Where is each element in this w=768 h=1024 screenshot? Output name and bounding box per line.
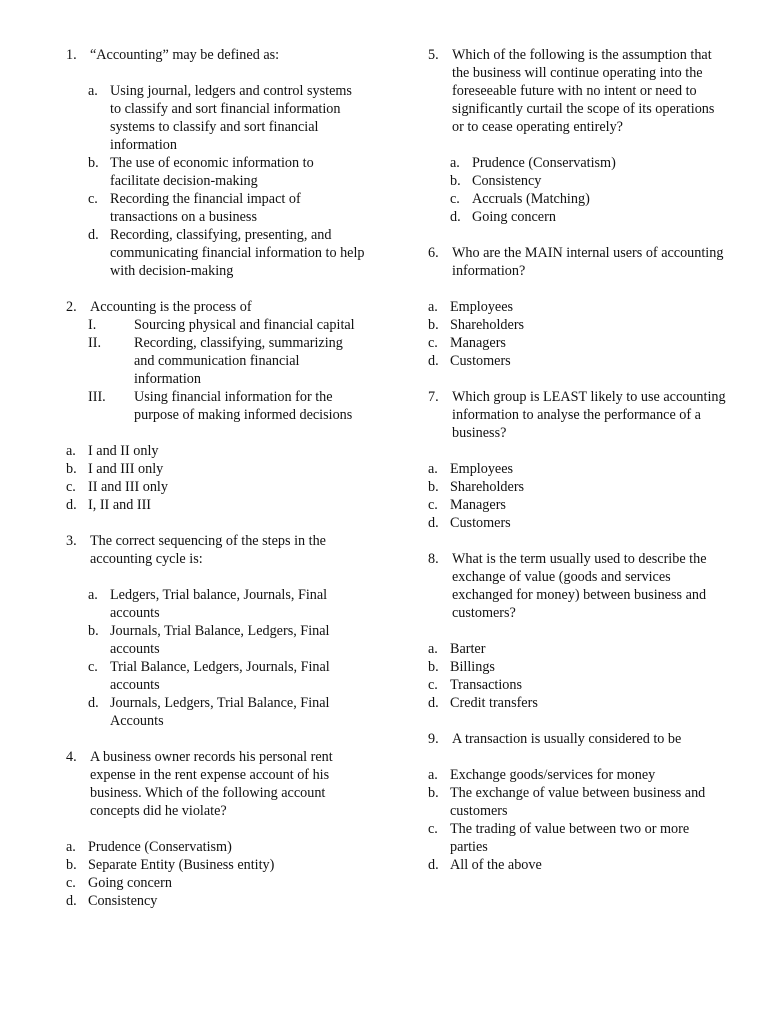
question-7	[428, 388, 728, 442]
option-letter: a.	[66, 443, 76, 459]
option-letter: d.	[428, 695, 439, 711]
option-d[interactable]	[66, 496, 366, 514]
option-letter: b.	[428, 317, 439, 333]
question-number: 2.	[66, 299, 77, 315]
option-c[interactable]	[66, 874, 366, 892]
option-a[interactable]	[66, 838, 366, 856]
option-text: Going concern	[88, 875, 172, 891]
question-number: 6.	[428, 245, 439, 261]
option-text: Consistency	[88, 893, 158, 909]
option-letter: c.	[428, 677, 438, 693]
option-c[interactable]	[88, 658, 366, 694]
option-letter: d.	[450, 209, 461, 225]
question-3-options	[66, 586, 366, 730]
question-6-options	[428, 298, 728, 370]
option-text: Trial Balance, Ledgers, Journals, Final accounts	[110, 659, 330, 693]
option-d[interactable]	[88, 226, 366, 280]
option-b[interactable]	[428, 658, 728, 676]
option-b[interactable]	[428, 478, 728, 496]
option-letter: a.	[450, 155, 460, 171]
statement-i	[66, 316, 366, 334]
option-d[interactable]	[428, 694, 728, 712]
question-number: 3.	[66, 533, 77, 549]
option-d[interactable]	[428, 856, 728, 874]
option-c[interactable]	[428, 676, 728, 694]
question-number: 4.	[66, 749, 77, 765]
option-b[interactable]	[428, 784, 728, 820]
option-a[interactable]	[450, 154, 728, 172]
left-column	[66, 46, 366, 910]
option-letter: a.	[428, 299, 438, 315]
option-text: Managers	[450, 497, 506, 513]
option-c[interactable]	[66, 478, 366, 496]
statement-text: Sourcing physical and financial capital	[134, 317, 355, 333]
question-1	[66, 46, 366, 64]
statement-ii	[66, 334, 366, 388]
option-letter: b.	[428, 785, 439, 801]
question-4-options	[66, 838, 366, 910]
option-letter: c.	[88, 659, 98, 675]
option-a[interactable]	[428, 460, 728, 478]
option-text: Employees	[450, 461, 514, 477]
option-text: Billings	[450, 659, 495, 675]
option-a[interactable]	[88, 586, 366, 622]
option-letter: c.	[66, 875, 76, 891]
option-letter: b.	[428, 479, 439, 495]
option-text: Exchange goods/services for money	[450, 767, 656, 783]
option-text: Barter	[450, 641, 486, 657]
option-text: Using journal, ledgers and control systems to classify and sort financial information systems to classify and sort financial information	[110, 83, 352, 153]
option-text: The trading of value between two or more parties	[450, 821, 690, 855]
roman-numeral: II.	[88, 335, 101, 351]
question-8	[428, 550, 728, 622]
option-letter: b.	[66, 461, 77, 477]
option-b[interactable]	[450, 172, 728, 190]
option-text: Separate Entity (Business entity)	[88, 857, 275, 873]
option-letter: b.	[428, 659, 439, 675]
option-text: Managers	[450, 335, 506, 351]
option-text: Prudence (Conservatism)	[472, 155, 616, 171]
question-stem: Which group is LEAST likely to use accounting information to analyse the performance of a business?	[452, 389, 726, 441]
option-b[interactable]	[428, 316, 728, 334]
question-9	[428, 730, 728, 748]
option-letter: d.	[88, 227, 99, 243]
option-text: I and II only	[88, 443, 159, 459]
option-a[interactable]	[66, 442, 366, 460]
option-text: Recording, classifying, presenting, and communicating financial information to help with decision-making	[110, 227, 365, 279]
option-letter: d.	[66, 893, 77, 909]
option-letter: a.	[66, 839, 76, 855]
option-letter: a.	[428, 461, 438, 477]
option-letter: b.	[450, 173, 461, 189]
option-text: The exchange of value between business and customers	[450, 785, 706, 819]
option-text: Prudence (Conservatism)	[88, 839, 232, 855]
question-stem: “Accounting” may be defined as:	[90, 47, 280, 63]
option-d[interactable]	[450, 208, 728, 226]
option-text: Customers	[450, 353, 511, 369]
option-d[interactable]	[66, 892, 366, 910]
option-text: I and III only	[88, 461, 164, 477]
question-2	[66, 298, 366, 316]
option-d[interactable]	[88, 694, 366, 730]
option-letter: d.	[88, 695, 99, 711]
question-number: 7.	[428, 389, 439, 405]
question-stem: Which of the following is the assumption that the business will continue operating into the foreseeable future with no intent or need to significantly curtail the scope of its operations or to cease operating entirely?	[452, 47, 715, 135]
option-text: II and III only	[88, 479, 168, 495]
option-letter: d.	[428, 515, 439, 531]
roman-numeral: III.	[88, 389, 106, 405]
question-5	[428, 46, 728, 136]
question-stem: The correct sequencing of the steps in the accounting cycle is:	[90, 533, 326, 567]
option-text: Ledgers, Trial balance, Journals, Final accounts	[110, 587, 328, 621]
option-text: The use of economic information to facilitate decision-making	[110, 155, 314, 189]
option-c[interactable]	[428, 820, 728, 856]
option-letter: c.	[428, 497, 438, 513]
option-letter: a.	[428, 767, 438, 783]
option-b[interactable]	[88, 154, 366, 190]
option-c[interactable]	[450, 190, 728, 208]
option-b[interactable]	[88, 622, 366, 658]
question-9-options	[428, 766, 728, 874]
option-text: Journals, Ledgers, Trial Balance, Final Accounts	[110, 695, 330, 729]
option-a[interactable]	[88, 82, 366, 154]
option-a[interactable]	[428, 766, 728, 784]
question-stem: A business owner records his personal rent expense in the rent expense account of his business. Which of the following account concepts did he violate?	[90, 749, 333, 819]
option-a[interactable]	[428, 640, 728, 658]
statement-text: Recording, classifying, summarizing and communication financial information	[134, 335, 343, 387]
question-2-options	[66, 442, 366, 514]
statement-text: Using financial information for the purpose of making informed decisions	[134, 389, 353, 423]
statement-iii	[66, 388, 366, 424]
option-letter: d.	[66, 497, 77, 513]
question-5-options	[428, 154, 728, 226]
question-number: 9.	[428, 731, 439, 747]
option-letter: b.	[88, 155, 99, 171]
option-letter: c.	[428, 335, 438, 351]
question-6	[428, 244, 728, 280]
option-text: Shareholders	[450, 479, 525, 495]
option-letter: c.	[88, 191, 98, 207]
option-text: Consistency	[472, 173, 542, 189]
option-letter: a.	[88, 83, 98, 99]
option-letter: a.	[428, 641, 438, 657]
question-stem: What is the term usually used to describe the exchange of value (goods and services exchanged for money) between business and customers?	[452, 551, 707, 621]
option-text: Recording the financial impact of transactions on a business	[110, 191, 301, 225]
option-c[interactable]	[428, 334, 728, 352]
option-a[interactable]	[428, 298, 728, 316]
option-text: Journals, Trial Balance, Ledgers, Final accounts	[110, 623, 330, 657]
option-text: Employees	[450, 299, 514, 315]
option-letter: c.	[66, 479, 76, 495]
option-letter: d.	[428, 857, 439, 873]
question-8-options	[428, 640, 728, 712]
question-1-options	[66, 82, 366, 280]
option-b[interactable]	[66, 856, 366, 874]
question-stem: Accounting is the process of	[90, 299, 252, 315]
question-stem: Who are the MAIN internal users of accounting information?	[452, 245, 724, 279]
option-letter: b.	[66, 857, 77, 873]
option-c[interactable]	[428, 496, 728, 514]
option-text: Accruals (Matching)	[472, 191, 590, 207]
question-number: 5.	[428, 47, 439, 63]
question-number: 8.	[428, 551, 439, 567]
option-text: Customers	[450, 515, 511, 531]
option-text: Credit transfers	[450, 695, 538, 711]
option-letter: a.	[88, 587, 98, 603]
roman-numeral: I.	[88, 317, 97, 333]
right-column	[428, 46, 728, 874]
question-number: 1.	[66, 47, 77, 63]
option-letter: c.	[428, 821, 438, 837]
option-d[interactable]	[428, 514, 728, 532]
question-7-options	[428, 460, 728, 532]
question-stem: A transaction is usually considered to be	[452, 731, 682, 747]
option-letter: b.	[88, 623, 99, 639]
option-c[interactable]	[88, 190, 366, 226]
question-4	[66, 748, 366, 820]
option-d[interactable]	[428, 352, 728, 370]
question-3	[66, 532, 366, 568]
option-text: All of the above	[450, 857, 542, 873]
option-letter: c.	[450, 191, 460, 207]
option-text: Going concern	[472, 209, 556, 225]
option-text: Transactions	[450, 677, 522, 693]
option-text: I, II and III	[88, 497, 152, 513]
option-letter: d.	[428, 353, 439, 369]
option-text: Shareholders	[450, 317, 525, 333]
option-b[interactable]	[66, 460, 366, 478]
